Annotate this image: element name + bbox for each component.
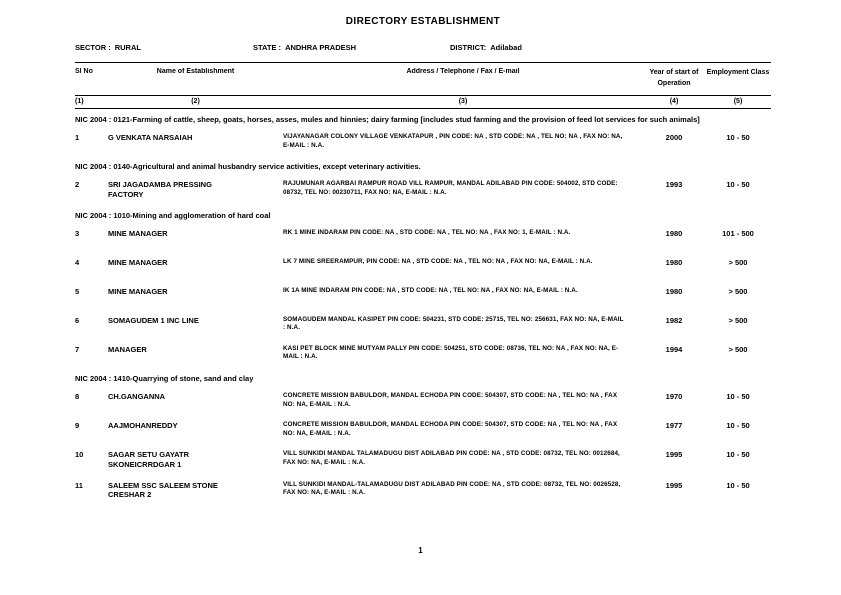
row-year: 1970: [665, 392, 683, 401]
table-row: [75, 392, 771, 410]
sector-value: RURAL: [114, 43, 141, 52]
section-rows: [75, 180, 771, 200]
row-year: 1980: [665, 286, 683, 296]
column-number-3: (3): [458, 98, 468, 105]
section-rows: [75, 229, 771, 363]
row-slno: 4: [75, 257, 80, 267]
meta-state: [253, 43, 450, 52]
meta-sector: [75, 43, 253, 52]
row-address: VIJAYANAGAR COLONY VILLAGE VENKATAPUR , PIN CODE: NA , STD CODE: NA , TEL NO: NA , FAX NO: NA, E-MAIL : N.A.: [283, 133, 623, 149]
table-row: [75, 180, 771, 200]
column-number-2: (2): [191, 98, 200, 105]
row-name: SOMAGUDEM 1 INC LINE: [108, 315, 199, 325]
row-name: MINE MANAGER: [108, 286, 168, 296]
page-title: DIRECTORY ESTABLISHMENT: [345, 16, 501, 27]
row-address: SOMAGUDEM MANDAL KASIPET PIN CODE: 504231, STD CODE: 25715, TEL NO: 256631, FAX NO: NA, E-MAIL : N.A.: [283, 315, 624, 332]
table-row: [75, 450, 771, 470]
table-row: [75, 258, 771, 276]
row-name: MANAGER: [108, 344, 147, 354]
sections: [75, 115, 771, 500]
row-slno: 1: [75, 133, 80, 143]
row-year: 1980: [665, 228, 683, 238]
row-employment: > 500: [728, 286, 748, 296]
row-name: MINE MANAGER: [108, 228, 168, 238]
column-header-year: Year of start of Operation: [649, 69, 699, 87]
nic-section-heading: NIC 2004 : 0140-Agricultural and animal husbandry service activities, except veterinary activities.: [75, 162, 421, 172]
row-slno: 8: [75, 392, 80, 401]
section-rows: [75, 392, 771, 500]
page-number: 1: [418, 546, 423, 555]
section-rows: [75, 133, 771, 151]
table-row: [75, 229, 771, 247]
row-year: 1995: [665, 480, 683, 490]
row-employment: 101 - 500: [722, 228, 754, 238]
row-address: VILL SUNKIDI MANDAL-TALAMADUGU DIST ADILABAD PIN CODE: NA , STD CODE: 08732, TEL NO: 0026528, FAX NO: NA, E-MAIL : N.A.: [283, 480, 621, 496]
column-number-5: (5): [733, 98, 743, 105]
row-address: CONCRETE MISSION BABULDOR, MANDAL ECHODA PIN CODE: 504307, STD CODE: NA , TEL NO: NA , FAX NO: NA, E-MAIL : N.A.: [283, 392, 618, 408]
row-name: SAGAR SETU GAYATR SKONEICRRDGAR 1: [108, 450, 189, 469]
row-address: KASI PET BLOCK MINE MUTYAM PALLY PIN CODE: 504251, STD CODE: 08736, TEL NO: NA , FAX NO: NA, E-MAIL : N.A.: [283, 344, 619, 361]
column-number-4: (4): [669, 98, 679, 105]
row-year: 1995: [665, 450, 683, 459]
column-header-name: Name of Establishment: [156, 68, 235, 75]
table-row: [75, 316, 771, 334]
meta-district: [450, 43, 771, 52]
district-value: Adilabad: [490, 43, 522, 52]
row-employment: 10 - 50: [726, 421, 750, 430]
row-address: IK 1A MINE INDARAM PIN CODE: NA , STD CODE: NA , TEL NO: NA , FAX NO: NA, E-MAIL : N.A.: [283, 286, 578, 294]
column-header-employment: Employment Class: [706, 69, 770, 76]
nic-section-heading: NIC 2004 : 1410-Quarrying of stone, sand and clay: [75, 373, 254, 383]
row-name: SALEEM SSC SALEEM STONE CRESHAR 2: [108, 480, 218, 500]
row-slno: 10: [75, 450, 84, 459]
row-address: VILL SUNKIDI MANDAL TALAMADUGU DIST ADILABAD PIN CODE: NA , STD CODE: 08732, TEL NO: 0012684, FAX NO: NA, E-MAIL : N.A.: [283, 450, 620, 466]
state-value: ANDHRA PRADESH: [285, 43, 357, 52]
row-year: 1977: [665, 421, 683, 430]
meta-row: [75, 43, 771, 52]
row-employment: > 500: [728, 315, 748, 325]
row-name: MINE MANAGER: [108, 257, 168, 267]
nic-section: [75, 162, 771, 200]
table-row: [75, 481, 771, 501]
row-year: 1994: [665, 344, 683, 354]
row-name: CH.GANGANNA: [108, 392, 166, 401]
row-name: AAJMOHANREDDY: [108, 421, 178, 430]
table-row: [75, 287, 771, 305]
table-row: [75, 421, 771, 439]
row-address: RK 1 MINE INDARAM PIN CODE: NA , STD CODE: NA , TEL NO: NA , FAX NO: 1, E-MAIL : N.A.: [283, 228, 571, 236]
nic-section-heading: NIC 2004 : 0121-Farming of cattle, sheep, goats, horses, asses, mules and hinnies; dairy farming [includes stud farming and the provision of feed lot services for such animals]: [75, 115, 700, 124]
table-header: [75, 62, 771, 96]
district-label: DISTRICT:: [450, 43, 487, 52]
nic-section: [75, 374, 771, 500]
row-name: G VENKATA NARSAIAH: [108, 133, 193, 143]
row-slno: 7: [75, 344, 80, 354]
row-year: 1982: [665, 315, 683, 325]
row-slno: 5: [75, 286, 80, 296]
column-number-1: (1): [75, 98, 84, 105]
row-employment: 10 - 50: [726, 480, 750, 490]
row-slno: 9: [75, 421, 80, 430]
row-employment: > 500: [728, 257, 748, 267]
column-header-address: Address / Telephone / Fax / E-mail: [406, 68, 520, 75]
row-year: 1980: [665, 257, 683, 267]
nic-section: [75, 211, 771, 363]
row-employment: > 500: [728, 344, 748, 354]
row-employment: 10 - 50: [726, 450, 750, 459]
table-row: [75, 133, 771, 151]
row-slno: 2: [75, 180, 80, 190]
row-slno: 6: [75, 315, 80, 325]
row-slno: 3: [75, 228, 80, 238]
row-employment: 10 - 50: [726, 392, 750, 401]
sector-label: SECTOR :: [75, 43, 111, 52]
row-employment: 10 - 50: [726, 180, 750, 190]
row-address: RAJUMUNAR AGARBAI RAMPUR ROAD VILL RAMPUR, MANDAL ADILABAD PIN CODE: 504002, STD CODE: 08732, TEL NO: 00230711, FAX NO: NA, E-MAIL : N.A.: [283, 180, 618, 196]
nic-section-heading: NIC 2004 : 1010-Mining and agglomeration of hard coal: [75, 210, 271, 220]
row-employment: 10 - 50: [726, 133, 750, 143]
state-label: STATE :: [253, 43, 282, 52]
row-year: 1993: [665, 180, 683, 190]
nic-section: [75, 115, 771, 151]
table-row: [75, 345, 771, 363]
row-address: CONCRETE MISSION BABULDOR, MANDAL ECHODA PIN CODE: 504307, STD CODE: NA , TEL NO: NA , FAX NO: NA, E-MAIL : N.A.: [283, 421, 618, 437]
row-name: SRI JAGADAMBA PRESSING FACTORY: [108, 180, 212, 199]
row-year: 2000: [665, 133, 683, 143]
column-number-row: [75, 96, 771, 109]
row-slno: 11: [75, 480, 83, 490]
row-address: LK 7 MINE SREERAMPUR, PIN CODE: NA , STD CODE: NA , TEL NO: NA , FAX NO: NA, E-MAIL : N.A.: [283, 257, 593, 265]
column-header-slno: Sl No: [75, 68, 93, 75]
